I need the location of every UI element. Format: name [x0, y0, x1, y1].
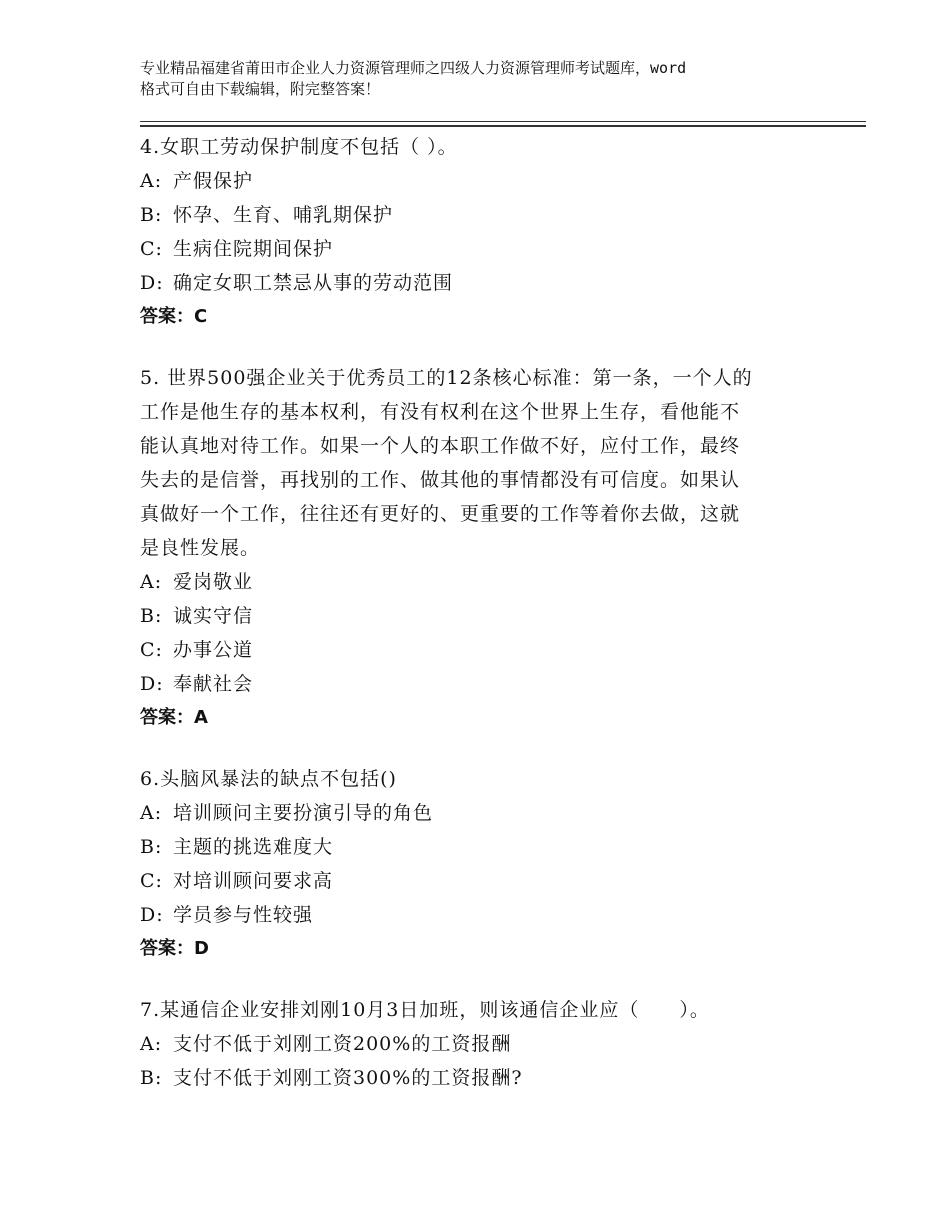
option-text: 办事公道: [173, 639, 254, 661]
header-divider-thick: [140, 125, 866, 127]
option-key: A:: [140, 1033, 163, 1055]
question-list: [140, 130, 830, 1095]
option-text: 爱岗敬业: [173, 571, 254, 593]
option-d: [140, 898, 830, 932]
answer-label: 答案：D: [140, 938, 209, 959]
question-text-line-2: 工作是他生存的基本权利，有没有权利在这个世界上生存，看他能不: [140, 401, 741, 423]
option-text: 支付不低于刘刚工资300%的工资报酬?: [173, 1067, 523, 1089]
question-text-line-6: 是良性发展。: [140, 537, 261, 559]
option-key: B:: [140, 1067, 163, 1089]
option-key: D:: [140, 904, 164, 926]
header-divider-thin: [140, 121, 866, 122]
option-d: [140, 667, 830, 701]
question-spacer: [140, 735, 830, 762]
option-text: 培训顾问主要扮演引导的角色: [173, 802, 434, 824]
option-b: [140, 599, 830, 633]
option-key: D:: [140, 272, 164, 294]
option-text: 诚实守信: [173, 605, 254, 627]
option-key: D:: [140, 673, 164, 695]
question-text: 4.女职工劳动保护制度不包括（ ）。: [140, 136, 458, 158]
answer-label: 答案：A: [140, 707, 208, 728]
option-b: [140, 1061, 830, 1095]
option-key: A:: [140, 170, 163, 192]
option-text: 奉献社会: [173, 673, 254, 695]
option-text: 怀孕、生育、哺乳期保护: [173, 204, 394, 226]
question-text-line-4: 失去的是信誉，再找别的工作、做其他的事情都没有可信度。如果认: [140, 469, 741, 491]
option-text: 产假保护: [173, 170, 254, 192]
option-key: A:: [140, 802, 163, 824]
document-header: [140, 58, 840, 100]
header-line-1: 专业精品福建省莆田市企业人力资源管理师之四级人力资源管理师考试题库，word: [140, 59, 687, 77]
option-a: [140, 164, 830, 198]
option-text: 确定女职工禁忌从事的劳动范围: [173, 272, 454, 294]
option-key: B:: [140, 836, 163, 858]
question-text-line-3: 能认真地对待工作。如果一个人的本职工作做不好，应付工作，最终: [140, 435, 741, 457]
option-text: 学员参与性较强: [173, 904, 314, 926]
question-text-line-5: 真做好一个工作，往往还有更好的、更重要的工作等着你去做，这就: [140, 503, 741, 525]
question-text: 6.头脑风暴法的缺点不包括(): [140, 768, 397, 790]
question-4: [140, 130, 830, 334]
option-a: [140, 1027, 830, 1061]
option-key: C:: [140, 870, 163, 892]
option-c: [140, 864, 830, 898]
question-5: [140, 361, 830, 735]
answer-label: 答案：C: [140, 306, 208, 327]
option-key: B:: [140, 605, 163, 627]
question-text: 7.某通信企业安排刘刚10月3日加班，则该通信企业应（ ）。: [140, 999, 710, 1021]
option-key: A:: [140, 571, 163, 593]
question-spacer: [140, 334, 830, 361]
option-key: C:: [140, 639, 163, 661]
option-c: [140, 633, 830, 667]
option-key: B:: [140, 204, 163, 226]
option-a: [140, 565, 830, 599]
option-text: 主题的挑选难度大: [173, 836, 334, 858]
option-key: C:: [140, 238, 163, 260]
option-d: [140, 266, 830, 300]
question-6: [140, 762, 830, 966]
question-text-line-1: 5. 世界500强企业关于优秀员工的12条核心标准：第一条，一个人的: [140, 367, 753, 389]
option-a: [140, 796, 830, 830]
question-7: [140, 993, 830, 1095]
option-b: [140, 198, 830, 232]
option-text: 生病住院期间保护: [173, 238, 334, 260]
question-spacer: [140, 966, 830, 993]
option-text: 支付不低于刘刚工资200%的工资报酬: [173, 1033, 512, 1055]
option-text: 对培训顾问要求高: [173, 870, 334, 892]
header-line-2: 格式可自由下载编辑，附完整答案！: [140, 80, 381, 98]
option-c: [140, 232, 830, 266]
option-b: [140, 830, 830, 864]
